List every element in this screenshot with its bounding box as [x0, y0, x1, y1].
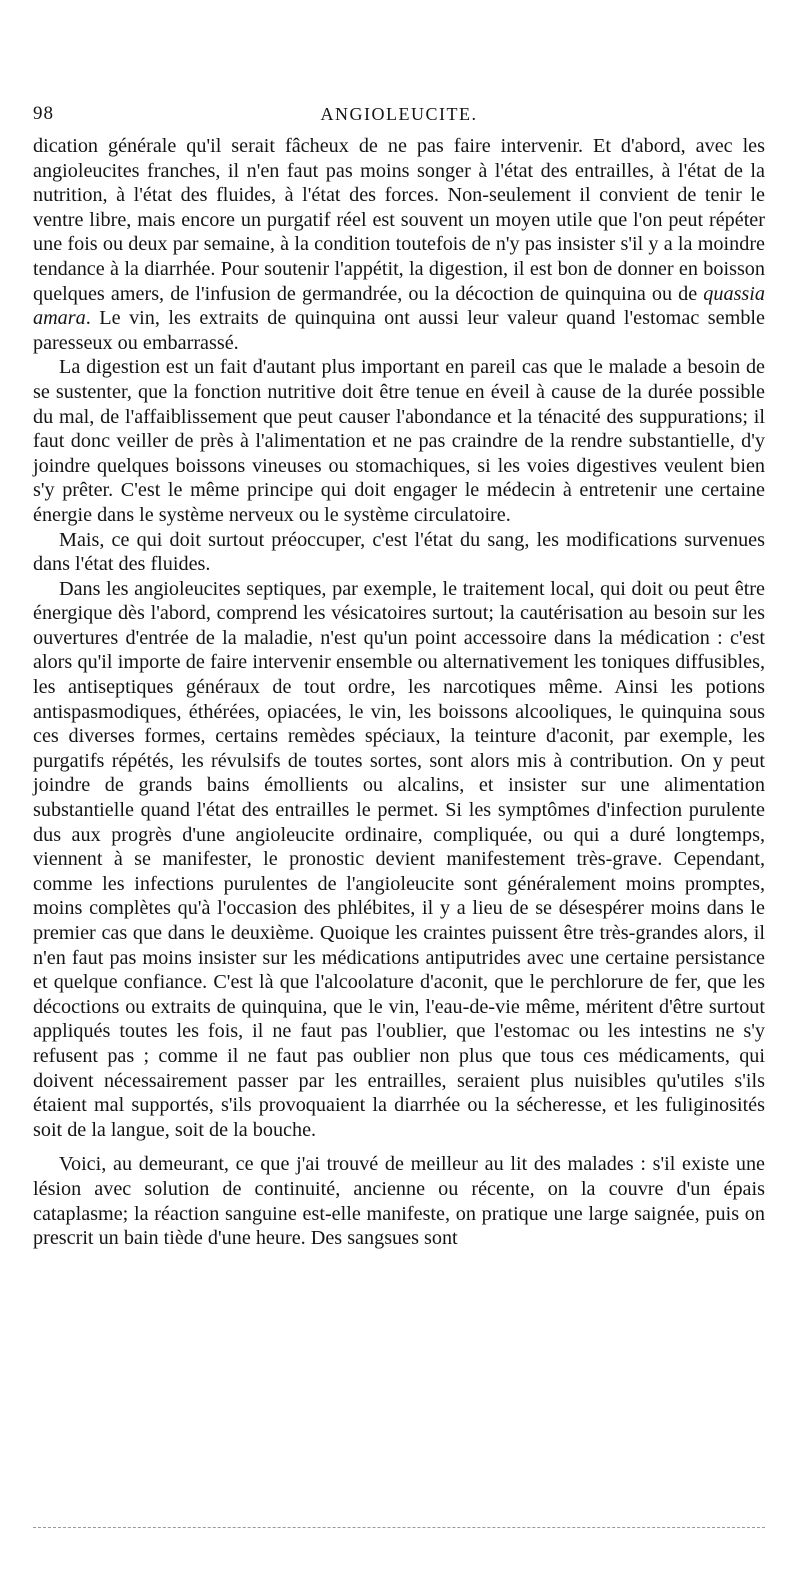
paragraph-5-text: Voici, au demeurant, ce que j'ai trouvé de meilleur au lit des malades : s'il existe une lésion avec solution de continuité, ancienne ou récente, on la couvre d'un épais cataplasme; la réaction sanguine est-elle manifeste, on pratique une large saignée, puis on prescrit un bain tiède d'une heure. Des sangsues sont — [33, 1153, 765, 1250]
body-text — [33, 134, 765, 1251]
paragraph-1 — [33, 134, 765, 355]
paragraph-1-text: dication générale qu'il serait fâcheux de ne pas faire intervenir. Et d'abord, avec les angioleucites franches, il n'en faut pas moins songer à l'état des entrailles, à l'état de la nutrition, à l'état des fluides, à l'état des forces. Non-seulement il convient de tenir le ventre libre, mais encore un purgatif réel est souvent un moyen utile que l'on peut répéter une fois ou deux par semaine, à la condition toutefois de n'y pas insister s'il y a la moindre tendance à la diarrhée. Pour soutenir l'appétit, la digestion, il est bon de donner en boisson quelques amers, de l'infusion de germandrée, ou la décoction de quinquina ou de — [33, 135, 765, 305]
page-header — [33, 94, 765, 134]
paragraph-3 — [33, 528, 765, 577]
paragraph-4-text: Dans les angioleucites septiques, par exemple, le traitement local, qui doit ou peut être énergique dès l'abord, comprend les vésicatoires surtout; la cautérisation au besoin sur les ouvertures d'entrée de la maladie, n'est qu'un point accessoire dans la médication : c'est alors qu'il importe de faire intervenir ensemble ou alternativement les toniques diffusibles, les antiseptiques généraux de tout ordre, les narcotiques même. Ainsi les potions antispasmodiques, éthérées, opiacées, le vin, les boissons alcooliques, le quinquina sous ces diverses formes, certains remèdes spéciaux, la teinture d'aconit, par exemple, les purgatifs répétés, les révulsifs de toutes sortes, sont alors mis à contribution. On y peut joindre de grands bains émollients ou alcalins, et insister sur une alimentation substantielle quand l'état des entrailles le permet. Si les symptômes d'infection purulente dus aux progrès d'une angioleucite ordinaire, compliquée, ou qui a duré longtemps, viennent à se manifester, le pronostic devient manifestement très-grave. Cependant, comme les infections purulentes de l'angioleucite sont généralement moins promptes, moins complètes qu'à l'occasion des phlébites, il y a lieu de se désespérer moins dans le premier cas que dans le deuxième. Quoique les craintes puissent être très-grandes alors, il n'en faut pas moins insister sur les médications antiputrides avec une certaine persistance et quelque confiance. C'est là que l'alcoolature d'aconit, que le perchlorure de fer, que les décoctions ou extraits de quinquina, que le vin, l'eau-de-vie même, méritent d'être surtout appliqués toutes les fois, il ne faut pas l'oublier, que l'estomac ou les intestins ne s'y refusent pas ; comme il ne faut pas oublier non plus que tous ces médicaments, qui doivent nécessairement passer par les entrailles, seraient plus nuisibles qu'utiles s'ils étaient mal supportés, s'ils provoquaient la diarrhée ou la sécheresse, et les fuliginosités soit de la langue, soit de la bouche. — [33, 577, 765, 1141]
footer-rule — [33, 1527, 765, 1528]
paragraph-2 — [33, 355, 765, 527]
paragraph-3-text: Mais, ce qui doit surtout préoccuper, c'est l'état du sang, les modifications survenues dans l'état des fluides. — [33, 528, 765, 576]
paragraph-1-text-end: . Le vin, les extraits de quinquina ont aussi leur valeur quand l'estomac semble paresseux ou embarrassé. — [33, 307, 765, 354]
paragraph-4 — [33, 577, 765, 1143]
paragraph-1-italic-term: quassia amara — [33, 282, 765, 330]
running-head: ANGIOLEUCITE. — [320, 104, 478, 124]
paragraph-2-text: La digestion est un fait d'autant plus important en pareil cas que le malade a besoin de se sustenter, que la fonction nutritive doit être tenue en éveil à cause de la durée possible du mal, de l'affaiblissement que peut causer l'abondance et la ténacité des suppurations; il faut donc veiller de près à l'alimentation et ne pas craindre de la rendre substantielle, d'y joindre quelques boissons vineuses ou stomachiques, si les voies digestives veulent bien s'y prêter. C'est le même principe qui doit engager le médecin à entretenir une certaine énergie dans le système nerveux ou le système circulatoire. — [33, 356, 765, 526]
book-page — [33, 94, 765, 1251]
paragraph-5 — [33, 1152, 765, 1250]
page-number: 98 — [33, 103, 54, 124]
